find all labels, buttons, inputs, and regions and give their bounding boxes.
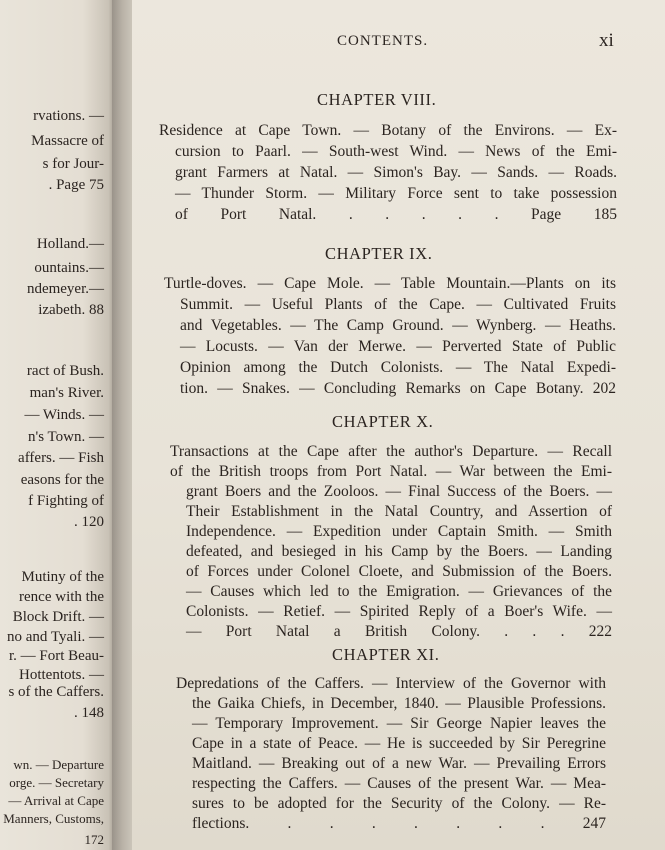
summary-line: Residence at Cape Town. — Botany of the Environs. — Ex-	[159, 122, 617, 139]
summary-line: — Port Natal a British Colony. . . . 222	[186, 623, 612, 640]
summary-line: — Locusts. — Van der Merwe. — Perverted State of Public	[180, 338, 616, 355]
left-page-line: ract of Bush.	[26, 363, 104, 379]
left-page-line: 172	[84, 832, 104, 847]
summary-line: Turtle-doves. — Cape Mole. — Table Mountain.—Plants on its	[164, 275, 616, 292]
left-page-line: . 120	[74, 514, 104, 530]
left-page-line: ndemeyer.—	[26, 281, 104, 297]
left-page-line: izabeth. 88	[38, 302, 104, 318]
left-page-line: s for Jour-	[42, 156, 104, 172]
left-page-line: Block Drift. —	[12, 609, 104, 625]
left-page-line: ountains.—	[34, 260, 104, 276]
chapter-heading: CHAPTER X.	[332, 412, 434, 431]
left-page-line: affers. — Fish	[18, 450, 104, 466]
summary-line: of the British troops from Port Natal. — War between the Emi-	[170, 463, 612, 480]
left-page-line: . 148	[74, 705, 104, 721]
summary-line: Depredations of the Caffers. — Interview of the Governor with	[176, 675, 606, 692]
left-page-line: Manners, Customs,	[3, 811, 104, 826]
left-page-line: man's River.	[29, 385, 104, 401]
chapter-heading: CHAPTER IX.	[325, 244, 433, 263]
summary-line: Maitland. — Breaking out of a new War. — Prevailing Errors	[192, 755, 606, 772]
left-page-line: wn. — Departure	[13, 757, 104, 772]
summary-line: Transactions at the Cape after the author's Departure. — Recall	[170, 443, 612, 460]
summary-line: grant Boers and the Zooloos. — Final Success of the Boers. —	[186, 483, 612, 500]
left-page-line: orge. — Secretary	[9, 775, 104, 790]
left-page-line: f Fighting of	[28, 493, 104, 509]
summary-line: Cape in a state of Peace. — He is succeeded by Sir Peregrine	[192, 735, 606, 752]
page-number: xi	[599, 30, 614, 51]
summary-line: Colonists. — Retief. — Spirited Reply of a Boer's Wife. —	[186, 603, 612, 620]
contents-page	[132, 0, 665, 850]
summary-line: Opinion among the Dutch Colonists. — The Natal Expedi-	[180, 359, 616, 376]
left-page-line: — Winds. —	[24, 407, 104, 423]
summary-line: respecting the Caffers. — Causes of the present War. — Mea-	[192, 775, 606, 792]
left-page-line: n's Town. —	[28, 429, 104, 445]
left-page-line: no and Tyali. —	[7, 629, 104, 645]
summary-line: flections. . . . . . . . 247	[192, 815, 606, 832]
left-page-line: Holland.—	[36, 236, 104, 252]
summary-line: Independence. — Expedition under Captain Smith. — Smith	[186, 523, 612, 540]
left-page-line: . Page 75	[48, 177, 104, 193]
left-page-line: s of the Caffers.	[8, 684, 104, 700]
summary-line: the Gaika Chiefs, in December, 1840. — Plausible Professions.	[192, 695, 606, 712]
left-page	[0, 0, 118, 850]
summary-line: — Causes which led to the Emigration. — Grievances of the	[186, 583, 612, 600]
left-page-line: rence with the	[19, 589, 104, 605]
summary-line: grant Farmers at Natal. — Simon's Bay. — Sands. — Roads.	[175, 164, 617, 181]
summary-line: Their Establishment in the Natal Country, and Assertion of	[186, 503, 612, 520]
left-page-line: r. — Fort Beau-	[9, 648, 104, 664]
left-page-line: easons for the	[20, 472, 104, 488]
summary-line: Summit. — Useful Plants of the Cape. — Cultivated Fruits	[180, 296, 616, 313]
summary-line: of Port Natal. . . . . . Page 185	[175, 206, 617, 223]
summary-line: cursion to Paarl. — South-west Wind. — News of the Emi-	[175, 143, 617, 160]
summary-line: — Temporary Improvement. — Sir George Napier leaves the	[192, 715, 606, 732]
summary-line: sures to be adopted for the Security of the Colony. — Re-	[192, 795, 606, 812]
summary-line: defeated, and besieged in his Camp by the Boers. — Landing	[186, 543, 612, 560]
summary-line: — Thunder Storm. — Military Force sent to take possession	[175, 185, 617, 202]
summary-line: tion. — Snakes. — Concluding Remarks on Cape Botany. 202	[180, 380, 616, 397]
chapter-heading: CHAPTER XI.	[332, 645, 440, 664]
running-head: CONTENTS.	[337, 33, 429, 49]
left-page-line: — Arrival at Cape	[8, 793, 104, 808]
left-page-line: Massacre of	[31, 133, 104, 149]
summary-line: of Forces under Colonel Cloete, and Submission of the Boers.	[186, 563, 612, 580]
left-page-line: Mutiny of the	[21, 569, 104, 585]
left-page-line: Hottentots. —	[19, 667, 104, 683]
summary-line: and Vegetables. — The Camp Ground. — Wynberg. — Heaths.	[180, 317, 616, 334]
chapter-heading: CHAPTER VIII.	[317, 90, 437, 109]
left-page-line: rvations. —	[33, 108, 104, 124]
